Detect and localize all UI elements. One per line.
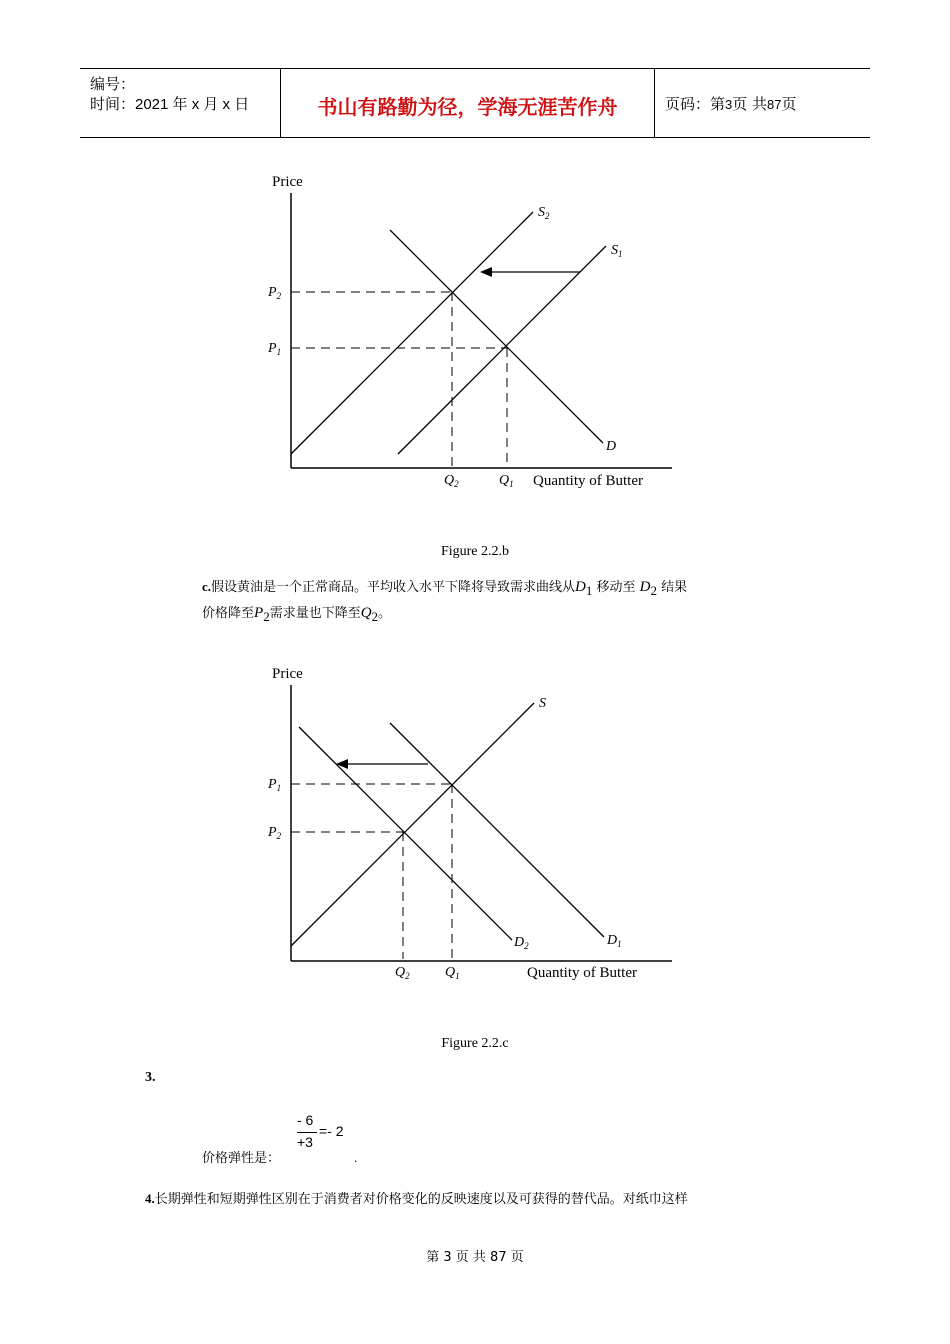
page-mid: 页 共 bbox=[732, 95, 768, 113]
demand-curve-d bbox=[390, 230, 603, 443]
demand-curve-d1 bbox=[390, 723, 604, 937]
elasticity-label bbox=[202, 1148, 762, 1170]
demand-curve-d2 bbox=[299, 727, 512, 940]
supply-curve-s2 bbox=[291, 212, 533, 454]
supply-curve-s bbox=[291, 703, 534, 946]
figure-b-caption: Figure 2.2.b bbox=[440, 544, 510, 559]
symbol-d2: $D_2$ bbox=[639, 579, 657, 598]
header-motto-cell bbox=[281, 69, 655, 137]
label-s1: $S_1$ bbox=[611, 243, 623, 259]
supply-curve-s1 bbox=[398, 246, 606, 454]
text-segment: 。 bbox=[378, 606, 392, 621]
label-q1: $Q_1$ bbox=[445, 965, 460, 981]
label-q1: $Q_1$ bbox=[499, 473, 514, 489]
label-d: D bbox=[606, 439, 617, 454]
text-segment: 假设黄油是一个正常商品。平均收入水平下降将导致需求曲线从 bbox=[211, 580, 576, 595]
page-prefix: 页码：第 bbox=[665, 95, 726, 113]
text-segment: 价格降至 bbox=[202, 606, 255, 621]
section-4-number: 4. bbox=[145, 1191, 155, 1206]
symbol-d1: $D_1$ bbox=[575, 579, 593, 598]
fraction-numerator: - 6 bbox=[297, 1112, 314, 1128]
page-info bbox=[665, 93, 797, 114]
shift-arrow-head bbox=[336, 759, 348, 769]
label-q2: $Q_2$ bbox=[444, 473, 459, 489]
formula-period: . bbox=[354, 1150, 358, 1165]
header-info-cell bbox=[80, 69, 281, 137]
symbol-p2: $P_2$ bbox=[254, 605, 270, 624]
label-d1: $D_1$ bbox=[607, 933, 622, 949]
quantity-axis-label: Quantity of Butter bbox=[533, 473, 643, 489]
figure-c-caption: Figure 2.2.c bbox=[441, 1036, 509, 1051]
price-axis-label: Price bbox=[272, 174, 303, 190]
time-label: 时间：2021 年 x 月 x 日 bbox=[90, 96, 250, 113]
page-footer: 第 3 页 共 87 页 bbox=[426, 1250, 524, 1265]
paragraph-4 bbox=[145, 1188, 785, 1211]
fraction-bar bbox=[297, 1132, 317, 1133]
paragraph-c bbox=[202, 576, 762, 628]
quantity-axis-label: Quantity of Butter bbox=[527, 965, 637, 981]
paragraph-lead: c. bbox=[202, 579, 212, 594]
label-d2: $D_2$ bbox=[514, 935, 529, 951]
motto: 书山有路勤为径，学海无涯苦作舟 bbox=[317, 95, 618, 119]
text-segment: 需求量也下降至 bbox=[269, 606, 361, 621]
section-3-number: 3. bbox=[145, 1070, 156, 1085]
label-p2: $P_2$ bbox=[268, 285, 282, 301]
label-s: S bbox=[539, 696, 546, 711]
fraction-result: =- 2 bbox=[319, 1123, 344, 1139]
section-4-text: 长期弹性和短期弹性区别在于消费者对价格变化的反映速度以及可获得的替代品。对纸巾这样 bbox=[154, 1192, 688, 1207]
price-axis-label: Price bbox=[272, 666, 303, 682]
number-label: 编号： bbox=[90, 76, 136, 93]
page-total: 87 bbox=[767, 97, 782, 112]
text-segment: 结果 bbox=[657, 580, 688, 595]
label-q2: $Q_2$ bbox=[395, 965, 410, 981]
label-s2: $S_2$ bbox=[538, 205, 550, 221]
symbol-q2: $Q_2$ bbox=[360, 605, 379, 624]
label-p1: $P_1$ bbox=[268, 341, 282, 357]
fraction-denominator: +3 bbox=[297, 1134, 313, 1150]
shift-arrow-head bbox=[480, 267, 492, 277]
label-p2: $P_2$ bbox=[268, 825, 282, 841]
label-p1: $P_1$ bbox=[268, 777, 282, 793]
text-segment: 移动至 bbox=[592, 580, 640, 595]
page-number: 3 bbox=[725, 97, 733, 112]
page-header bbox=[80, 68, 870, 138]
header-page-cell bbox=[655, 69, 870, 137]
elasticity-label-text: 价格弹性是： bbox=[202, 1151, 281, 1166]
page-suffix: 页 bbox=[781, 95, 797, 113]
